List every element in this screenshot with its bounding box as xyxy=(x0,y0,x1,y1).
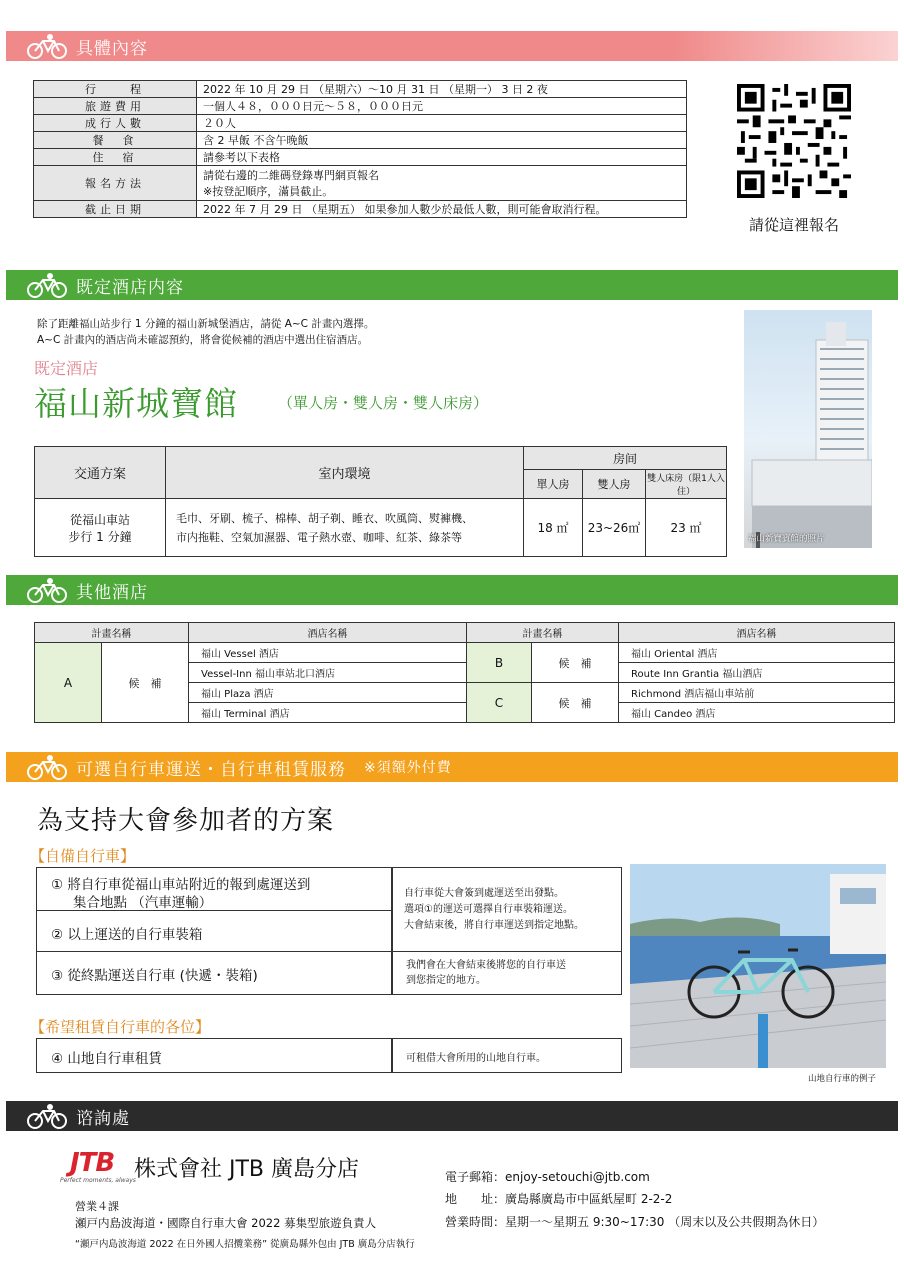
transport-cell xyxy=(35,499,166,557)
option-desc-4 xyxy=(391,1038,622,1073)
table-row xyxy=(34,166,687,201)
option-1-line2: 集合地點 （汽車運輸） xyxy=(73,895,213,911)
section-title: 具體內容 xyxy=(76,38,148,59)
row-value: 一個人４８，０００日元～５８，０００日元 xyxy=(197,98,687,115)
bicycle-icon xyxy=(26,577,68,603)
hotel-c-2: 福山 Candeo 酒店 xyxy=(619,703,895,723)
header-environment: 室内環境 xyxy=(166,447,524,499)
section-title: 谘詢處 xyxy=(76,1108,130,1129)
bicycle-icon xyxy=(26,754,68,780)
table-row xyxy=(34,149,687,166)
environment-cell xyxy=(166,499,524,557)
row-key: 截止日期 xyxy=(34,201,197,218)
row-value: 2022 年 7 月 29 日 （星期五） 如果參加人數少於最低人數，則可能會取消行程。 xyxy=(197,201,687,218)
candidate-b: 候 補 xyxy=(532,643,619,683)
address-label: 地 址： xyxy=(445,1192,506,1206)
header-hotel: 酒店名稱 xyxy=(619,623,895,643)
signup-note: ※按登記順序，滿員截止。 xyxy=(203,185,334,198)
plan-a: A xyxy=(35,643,102,723)
row-key: 行 程 xyxy=(34,81,197,98)
hotel-a-1: 福山 Vessel 酒店 xyxy=(189,643,467,663)
desc-line: 我們會在大會結束後將您的自行車送 xyxy=(406,960,566,971)
row-key: 餐 食 xyxy=(34,132,197,149)
section-header-bike-service xyxy=(6,752,898,782)
desc-line: 到您指定的地方。 xyxy=(406,975,486,986)
hotel-b-1: 福山 Oriental 酒店 xyxy=(619,643,895,663)
hours-row xyxy=(445,1213,824,1230)
plan-b: B xyxy=(467,643,532,683)
section-title: 可選自行車運送・自行車租賃服務 xyxy=(76,759,346,780)
address-value: 廣島縣廣島市中區紙屋町 2-2-2 xyxy=(505,1192,673,1206)
department: 營業４課 xyxy=(75,1200,119,1213)
table-row xyxy=(34,98,687,115)
section-title: 既定酒店内容 xyxy=(76,277,184,298)
candidate-a: 候 補 xyxy=(102,643,189,723)
twin-size: 23 ㎡ xyxy=(646,499,727,557)
hotel-notes xyxy=(37,316,374,348)
other-hotels-table-right xyxy=(466,622,895,723)
section-header-contact xyxy=(6,1101,898,1131)
email-label: 電子郵箱： xyxy=(445,1170,506,1184)
room-types: （單人房・雙人房・雙人床房） xyxy=(278,394,489,412)
row-value: 請參考以下表格 xyxy=(197,149,687,166)
desc-line: 自行車從大會簽到處運送至出發點。 xyxy=(404,888,564,899)
table-row xyxy=(34,81,687,98)
bicycle-icon xyxy=(26,1103,68,1129)
hotel-name: 福山新城寶館 xyxy=(34,384,238,423)
row-value xyxy=(197,166,687,201)
photo-caption: 福山新寶賓館的照片 xyxy=(748,534,825,544)
header-double: 雙人房 xyxy=(583,470,646,499)
option-1-line1: ① 將自行車從福山車站附近的報到處運送到 xyxy=(51,877,311,893)
candidate-c: 候 補 xyxy=(532,683,619,723)
row-key: 成行人數 xyxy=(34,115,197,132)
option-desc-1-2 xyxy=(391,867,622,952)
trip-details-table xyxy=(33,80,687,218)
row-value: 2022 年 10 月 29 日 （星期六）～10 月 31 日 （星期一） 3 日 2 夜 xyxy=(197,81,687,98)
footnote: “瀬戸内島波海道 2022 在日外國人招攬業務” 從廣島縣外包由 JTB 廣島分店執行 xyxy=(75,1239,415,1250)
row-key: 報名方法 xyxy=(34,166,197,201)
section-header-hotel xyxy=(6,270,898,300)
desc-line: 大會結束後，將自行車運送到指定地點。 xyxy=(404,920,584,931)
note-line: 除了距離福山站步行 1 分鐘的福山新城堡酒店，請從 A~C 計畫內選擇。 xyxy=(37,318,375,330)
signup-method: 請從右邊的二維碼登錄專門網頁報名 xyxy=(203,169,379,182)
qr-caption: 請從這裡報名 xyxy=(748,216,839,234)
hotel-a-2: Vessel-Inn 福山車站北口酒店 xyxy=(189,663,467,683)
table-row xyxy=(34,201,687,218)
double-size: 23~26㎡ xyxy=(583,499,646,557)
note-line: A~C 計畫內的酒店尚未確認預約，將會從候補的酒店中選出住宿酒店。 xyxy=(37,334,369,346)
desc-line: 可租借大會所用的山地自行車。 xyxy=(406,1053,546,1064)
row-value: ２０人 xyxy=(197,115,687,132)
subheading-own-bike: 【自備自行車】 xyxy=(30,847,136,865)
subheading-rental: 【希望租賃自行車的各位】 xyxy=(30,1018,211,1036)
hotel-building-image xyxy=(744,310,872,548)
jtb-logo: JTB xyxy=(70,1148,115,1178)
option-2-label: ② 以上運送的自行車裝箱 xyxy=(51,927,203,943)
email-link[interactable]: enjoy-setouchi@jtb.com xyxy=(505,1170,650,1184)
default-hotel-label: 既定酒店 xyxy=(34,359,99,378)
bike-photo-caption: 山地自行車的例子 xyxy=(808,1074,877,1084)
env-line: 毛巾、牙刷、梳子、棉棒、胡子剃、睡衣、吹風筒、熨褲機、 xyxy=(176,511,473,525)
jtb-tagline: Perfect moments, always xyxy=(60,1177,136,1184)
other-hotels-table-left xyxy=(34,622,467,723)
hotel-room-table xyxy=(34,446,727,557)
hotel-a-3: 福山 Plaza 酒店 xyxy=(189,683,467,703)
section-header-other-hotels xyxy=(6,575,898,605)
bike-photo xyxy=(630,864,886,1068)
header-hotel: 酒店名稱 xyxy=(189,623,467,643)
header-plan: 計畫名稱 xyxy=(467,623,619,643)
hotel-photo xyxy=(744,310,872,548)
header-transport: 交通方案 xyxy=(35,447,166,499)
plan-heading: 為支持大會參加者的方案 xyxy=(37,806,335,836)
mountain-bike-image xyxy=(630,864,886,1068)
env-line: 市内拖鞋、空氣加濕器、電子熱水壺、咖啡、紅茶、綠茶等 xyxy=(176,530,462,544)
single-size: 18 ㎡ xyxy=(524,499,583,557)
hotel-b-2: Route Inn Grantia 福山酒店 xyxy=(619,663,895,683)
option-2 xyxy=(36,910,393,952)
company-name: 株式會社 JTB 廣島分店 xyxy=(134,1157,360,1182)
option-3 xyxy=(36,951,393,995)
header-single: 單人房 xyxy=(524,470,583,499)
bicycle-icon xyxy=(26,33,68,59)
header-room: 房间 xyxy=(524,447,727,470)
hours-label: 營業時間： xyxy=(445,1215,506,1229)
section-title: 其他酒店 xyxy=(76,582,148,603)
header-twin: 雙人床房（限1人入住） xyxy=(646,470,727,499)
hotel-c-1: Richmond 酒店福山車站前 xyxy=(619,683,895,703)
table-row xyxy=(34,115,687,132)
extra-fee-note: ※須額外付費 xyxy=(364,760,452,776)
option-4 xyxy=(36,1038,393,1073)
transport-line: 步行 1 分鐘 xyxy=(68,529,132,544)
plan-c: C xyxy=(467,683,532,723)
row-value: 含 2 早飯 不含午晚飯 xyxy=(197,132,687,149)
option-3-label: ③ 從終點運送自行車 (快遞・裝箱) xyxy=(51,968,258,984)
row-key: 旅遊費用 xyxy=(34,98,197,115)
desc-line: 選項①的運送可選擇自行車裝箱運送。 xyxy=(404,904,573,915)
hours-value: 星期一～星期五 9:30~17:30 （周末以及公共假期為休日） xyxy=(505,1215,825,1229)
option-1 xyxy=(36,867,393,911)
responsible: 瀬戸内島波海道・國際自行車大會 2022 募集型旅遊負責人 xyxy=(75,1216,377,1230)
option-4-label: ④ 山地自行車租賃 xyxy=(51,1051,162,1067)
hotel-a-4: 福山 Terminal 酒店 xyxy=(189,703,467,723)
address-row xyxy=(445,1190,672,1207)
email-row xyxy=(445,1168,650,1185)
bicycle-icon xyxy=(26,272,68,298)
table-row xyxy=(34,132,687,149)
row-key: 住 宿 xyxy=(34,149,197,166)
section-header-details xyxy=(6,31,898,61)
header-plan: 計畫名稱 xyxy=(35,623,189,643)
option-desc-3 xyxy=(391,951,622,995)
transport-line: 從福山車站 xyxy=(69,512,130,527)
qr-code[interactable] xyxy=(737,84,851,198)
